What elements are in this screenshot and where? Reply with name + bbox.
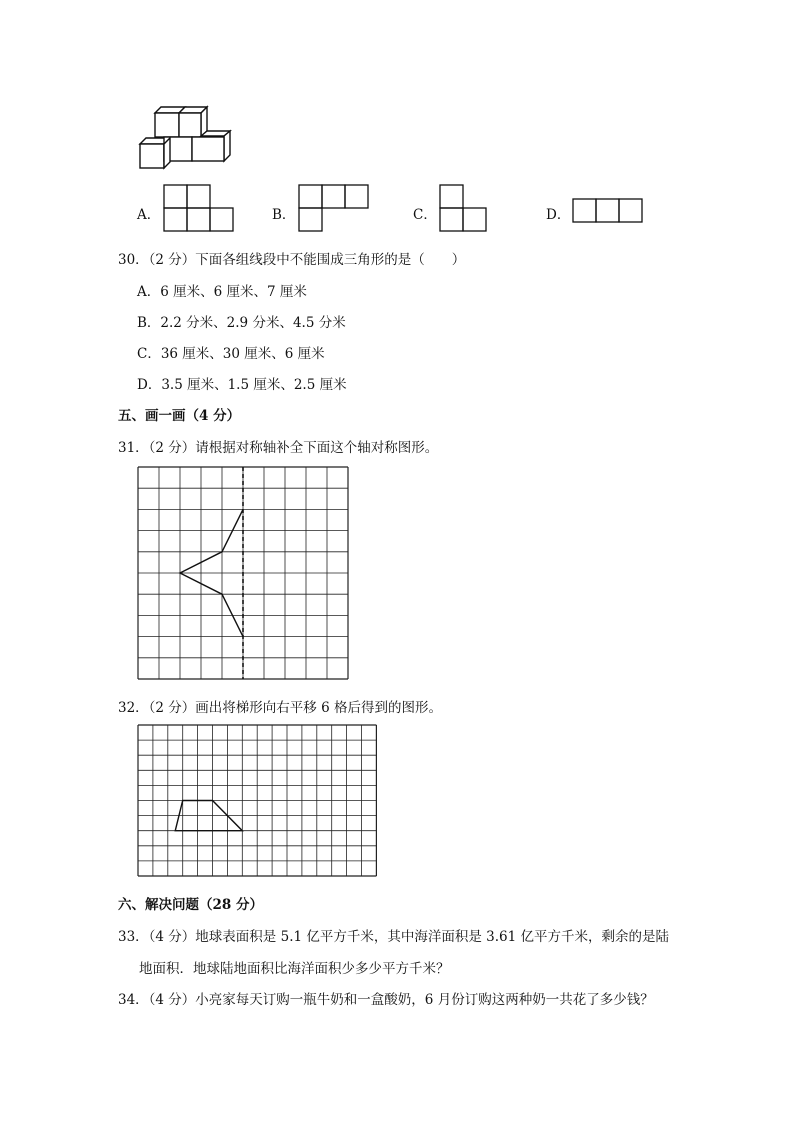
option-a-label: A． bbox=[137, 207, 161, 223]
option-c-figure bbox=[439, 184, 489, 232]
q34-stem: 34．（4 分）小亮家每天订购一瓶牛奶和一盒酸奶，6 月份订购这两种奶一共花了多少钱？ bbox=[118, 992, 654, 1008]
q33-line-1: 33．（4 分）地球表面积是 5.1 亿平方千米，其中海洋面积是 3.61 亿平方千米，剩余的是陆 bbox=[118, 929, 670, 945]
option-d-label: D． bbox=[546, 207, 571, 223]
q31-symmetry-grid bbox=[137, 466, 349, 680]
section-5-heading: 五、画一画（4 分） bbox=[118, 408, 241, 424]
q30-option-b: B．2.2 分米、2.9 分米、4.5 分米 bbox=[137, 315, 346, 331]
section-6-heading: 六、解决问题（28 分） bbox=[118, 897, 263, 913]
option-b-label: B． bbox=[272, 207, 296, 223]
option-c-label: C． bbox=[413, 207, 437, 223]
option-b-figure bbox=[298, 184, 370, 232]
option-d-figure bbox=[572, 198, 644, 224]
option-a-figure bbox=[163, 184, 235, 232]
q32-translation-grid bbox=[137, 724, 377, 878]
cube-stack-figure bbox=[135, 103, 235, 173]
q32-stem: 32．（2 分）画出将梯形向右平移 6 格后得到的图形。 bbox=[118, 700, 442, 716]
q30-stem: 30．（2 分）下面各组线段中不能围成三角形的是（ ） bbox=[118, 252, 466, 268]
q30-option-d: D．3.5 厘米、1.5 厘米、2.5 厘米 bbox=[137, 377, 347, 393]
q33-line-2: 地面积．地球陆地面积比海洋面积少多少平方千米？ bbox=[139, 961, 450, 977]
q31-stem: 31．（2 分）请根据对称轴补全下面这个轴对称图形。 bbox=[118, 440, 439, 456]
q30-option-c: C．36 厘米、30 厘米、6 厘米 bbox=[137, 346, 325, 362]
q30-option-a: A．6 厘米、6 厘米、7 厘米 bbox=[137, 284, 307, 300]
